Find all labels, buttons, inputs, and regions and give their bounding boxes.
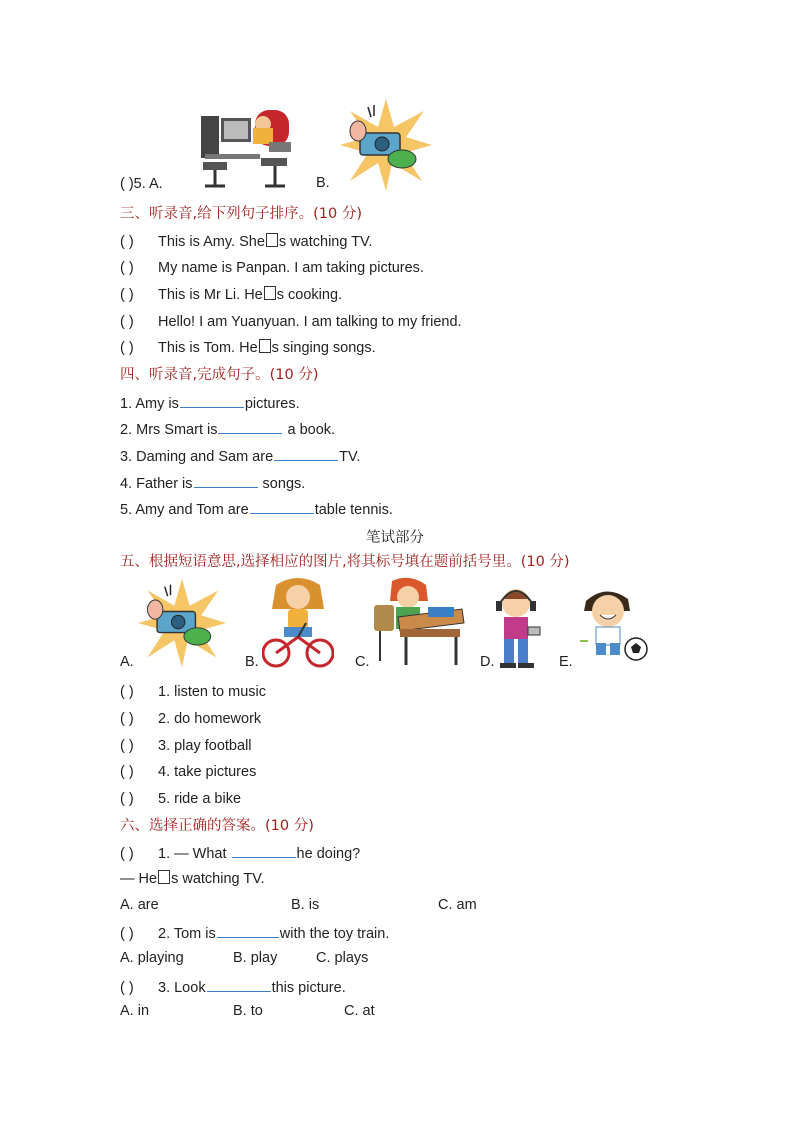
q2-option-c[interactable]: C. plays — [316, 950, 369, 966]
missing-glyph-box — [264, 286, 276, 300]
question-text: this picture. — [271, 980, 346, 996]
answer-paren: ( ) — [120, 846, 134, 862]
fill-blank[interactable] — [274, 446, 338, 461]
sentence-text: s cooking. — [276, 287, 343, 303]
section3-item-5 — [120, 339, 376, 357]
girl-computer-image — [195, 98, 297, 190]
q2-option-a[interactable]: A. playing — [120, 950, 184, 966]
written-part-heading: 笔试部分 — [366, 530, 424, 546]
answer-text: s watching TV. — [171, 871, 265, 887]
phrase-text: 2. do homework — [158, 711, 262, 727]
answer-paren: ( ) — [120, 926, 134, 942]
phrase-text: 4. take pictures — [158, 764, 257, 780]
phrase-text: 1. listen to music — [158, 684, 266, 700]
sentence-text: 1. Amy is — [120, 396, 179, 412]
sentence-text: 3. Daming and Sam are — [120, 449, 274, 465]
question-text: 2. Tom is — [158, 926, 216, 942]
sentence-text: s watching TV. — [278, 234, 373, 250]
answer-paren: ( ) — [120, 287, 134, 303]
missing-glyph-box — [259, 339, 271, 353]
answer-paren: ( ) — [120, 340, 134, 356]
answer-paren: ( ) — [120, 314, 134, 330]
section5-item-4 — [120, 763, 256, 781]
section5-item-5 — [120, 790, 241, 808]
fill-blank[interactable] — [207, 977, 271, 992]
section5-item-1 — [120, 683, 266, 701]
camera-image — [338, 97, 434, 193]
answer-paren: ( ) — [120, 234, 134, 250]
sentence-text: TV. — [339, 449, 361, 465]
picture-label-d: D. — [480, 654, 495, 670]
section6-title: 六、选择正确的答案。(10 分) — [120, 818, 314, 834]
picture-label-e: E. — [559, 654, 573, 670]
boy-football-image — [576, 585, 650, 665]
sentence-text: 5. Amy and Tom are — [120, 502, 249, 518]
sentence-text: This is Tom. He — [158, 340, 258, 356]
fill-blank[interactable] — [180, 393, 244, 408]
section5-title: 五、根据短语意思,选择相应的图片,将其标号填在题前括号里。(10 分) — [120, 554, 570, 570]
section4-title: 四、听录音,完成句子。(10 分) — [120, 367, 319, 383]
section4-item-2 — [120, 419, 335, 439]
section6-q1-answer — [120, 870, 265, 888]
section6-q1 — [120, 843, 360, 863]
sentence-text: a book. — [283, 422, 336, 438]
sentence-text: s singing songs. — [271, 340, 376, 356]
fill-blank[interactable] — [250, 499, 314, 514]
sentence-text: songs. — [258, 476, 306, 492]
section4-item-1 — [120, 393, 300, 413]
section4-item-4 — [120, 473, 305, 493]
section4-item-5 — [120, 499, 393, 519]
boy-homework-image — [370, 575, 466, 667]
fill-blank[interactable] — [194, 473, 258, 488]
missing-glyph-box — [158, 870, 170, 884]
picture-label-c: C. — [355, 654, 370, 670]
sentence-text: This is Amy. She — [158, 234, 265, 250]
sentence-text: 4. Father is — [120, 476, 193, 492]
section4-item-3 — [120, 446, 360, 466]
q3-option-c[interactable]: C. at — [344, 1003, 375, 1019]
phrase-text: 3. play football — [158, 738, 252, 754]
sentence-text: My name is Panpan. I am taking pictures. — [158, 260, 424, 276]
fill-blank[interactable] — [218, 419, 282, 434]
question-text: he doing? — [296, 846, 361, 862]
q1-option-a[interactable]: A. are — [120, 897, 159, 913]
sentence-text: pictures. — [244, 396, 300, 412]
q2-option-b[interactable]: B. play — [233, 950, 278, 966]
answer-paren: ( ) — [120, 738, 134, 754]
section5-item-2 — [120, 710, 261, 728]
q5-top-prefix: ( )5. A. — [120, 176, 163, 192]
section6-q3 — [120, 977, 346, 997]
answer-paren: ( ) — [120, 764, 134, 780]
q3-option-a[interactable]: A. in — [120, 1003, 150, 1019]
question-text: 1. — What — [158, 846, 231, 862]
question-text: 3. Look — [158, 980, 206, 996]
picture-label-a: A. — [120, 654, 134, 670]
q3-option-b[interactable]: B. to — [233, 1003, 263, 1019]
sentence-text: 2. Mrs Smart is — [120, 422, 218, 438]
answer-paren: ( ) — [120, 791, 134, 807]
section3-item-4 — [120, 313, 462, 331]
answer-paren: ( ) — [120, 980, 134, 996]
sentence-text: Hello! I am Yuanyuan. I am talking to my friend. — [158, 314, 462, 330]
section6-q2 — [120, 923, 389, 943]
fill-blank[interactable] — [232, 843, 296, 858]
picture-label-b: B. — [245, 654, 259, 670]
phrase-text: 5. ride a bike — [158, 791, 242, 807]
camera-image — [136, 577, 228, 669]
fill-blank[interactable] — [217, 923, 279, 938]
answer-paren: ( ) — [120, 260, 134, 276]
section5-item-3 — [120, 737, 252, 755]
sentence-text: This is Mr Li. He — [158, 287, 263, 303]
section3-item-2 — [120, 259, 424, 277]
q5-top-b-label: B. — [316, 175, 330, 191]
question-text: with the toy train. — [279, 926, 390, 942]
section3-item-3 — [120, 286, 342, 304]
girl-bike-image — [262, 575, 334, 669]
sentence-text: table tennis. — [314, 502, 393, 518]
answer-paren: ( ) — [120, 711, 134, 727]
section3-item-1 — [120, 233, 372, 251]
q1-option-b[interactable]: B. is — [291, 897, 320, 913]
answer-text: — He — [120, 871, 158, 887]
answer-paren: ( ) — [120, 684, 134, 700]
missing-glyph-box — [266, 233, 278, 247]
section3-title: 三、听录音,给下列句子排序。(10 分) — [120, 206, 362, 222]
boy-music-image — [492, 585, 544, 669]
q1-option-c[interactable]: C. am — [438, 897, 477, 913]
